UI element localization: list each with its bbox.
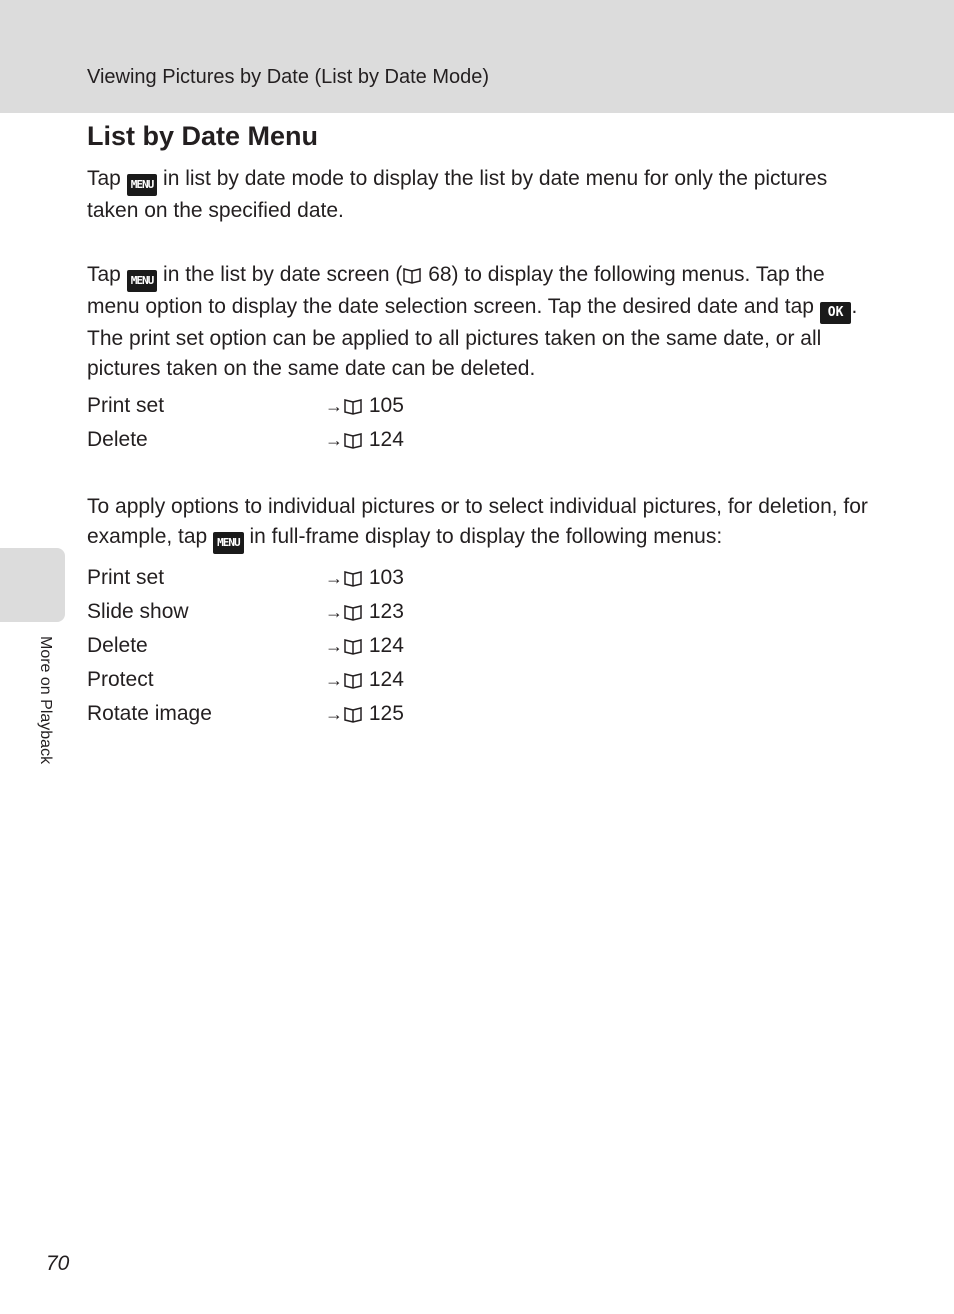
para2-text-3: ) to display the following menus. Tap the menu option to display the date selection screen. Tap the desired date and tap xyxy=(87,263,825,318)
header-band xyxy=(0,0,954,113)
arrow-icon: → xyxy=(325,670,343,690)
intro-text-2: in list by date mode to display the list by date menu for only the pictures taken on the specified date. xyxy=(87,167,828,222)
chapter-tab-label: More on Playback xyxy=(37,636,54,765)
book-reference-icon xyxy=(343,705,363,723)
page-number-ref: 123 xyxy=(368,600,404,623)
menu-button-icon: MENU xyxy=(127,270,158,292)
menu-item-label: Delete xyxy=(87,428,148,451)
list-item xyxy=(87,629,587,663)
book-reference-icon xyxy=(343,603,363,621)
ok-button-icon: OK xyxy=(820,302,852,324)
para3-text-2: in full-frame display to display the following menus: xyxy=(249,524,723,548)
page-number-ref: 105 xyxy=(368,394,404,417)
page-number-ref: 103 xyxy=(368,566,404,589)
intro-text-1: Tap xyxy=(87,167,121,190)
book-reference-icon xyxy=(402,266,422,284)
full-frame-menu-list xyxy=(87,561,587,731)
page-number-ref: 124 xyxy=(368,634,404,657)
list-item xyxy=(87,697,587,731)
running-header: Viewing Pictures by Date (List by Date Mode) xyxy=(87,66,490,88)
page-reference[interactable] xyxy=(325,629,404,663)
para2-text-4: . The print set option can be applied to all pictures taken on the same date, or all pictures taken on the same date can be deleted. xyxy=(87,295,858,380)
list-item xyxy=(87,561,587,595)
list-item xyxy=(87,389,587,423)
page-number-ref: 124 xyxy=(368,668,404,691)
menu-item-label: Delete xyxy=(87,634,148,657)
book-reference-icon xyxy=(343,569,363,587)
page-reference[interactable] xyxy=(325,561,404,595)
page-number-ref: 125 xyxy=(368,702,404,725)
book-reference-icon xyxy=(343,431,363,449)
page-reference[interactable] xyxy=(325,389,404,423)
menu-item-label: Rotate image xyxy=(87,702,212,725)
list-item xyxy=(87,423,587,457)
menu-item-label: Slide show xyxy=(87,600,189,623)
arrow-icon: → xyxy=(325,568,343,588)
page-reference[interactable] xyxy=(325,423,404,457)
menu-button-icon: MENU xyxy=(127,174,158,196)
intro-paragraph xyxy=(87,164,877,226)
book-reference-icon xyxy=(343,397,363,415)
full-frame-paragraph xyxy=(87,492,877,554)
chapter-tab xyxy=(0,548,65,622)
arrow-icon: → xyxy=(325,430,343,450)
page-reference[interactable] xyxy=(325,697,404,731)
page-number: 70 xyxy=(46,1252,70,1275)
menu-item-label: Print set xyxy=(87,394,165,417)
para2-text-2: in the list by date screen ( xyxy=(163,263,403,286)
page-number-ref: 124 xyxy=(368,428,404,451)
page-reference[interactable] xyxy=(325,663,404,697)
list-item xyxy=(87,595,587,629)
menu-button-icon: MENU xyxy=(213,532,244,554)
para2-text-1: Tap xyxy=(87,263,121,286)
list-item xyxy=(87,663,587,697)
list-by-date-menu-list xyxy=(87,389,587,457)
book-reference-icon xyxy=(343,637,363,655)
menu-item-label: Print set xyxy=(87,566,165,589)
arrow-icon: → xyxy=(325,396,343,416)
menu-item-label: Protect xyxy=(87,668,154,691)
arrow-icon: → xyxy=(325,636,343,656)
arrow-icon: → xyxy=(325,704,343,724)
para3-text-1: To apply options to individual pictures or to select individual pictures, for deletion, for example, tap xyxy=(87,495,868,548)
para2-page-ref[interactable]: 68 xyxy=(428,263,452,286)
arrow-icon: → xyxy=(325,602,343,622)
list-by-date-paragraph xyxy=(87,260,877,383)
page-reference[interactable] xyxy=(325,595,404,629)
book-reference-icon xyxy=(343,671,363,689)
section-title: List by Date Menu xyxy=(87,121,319,151)
